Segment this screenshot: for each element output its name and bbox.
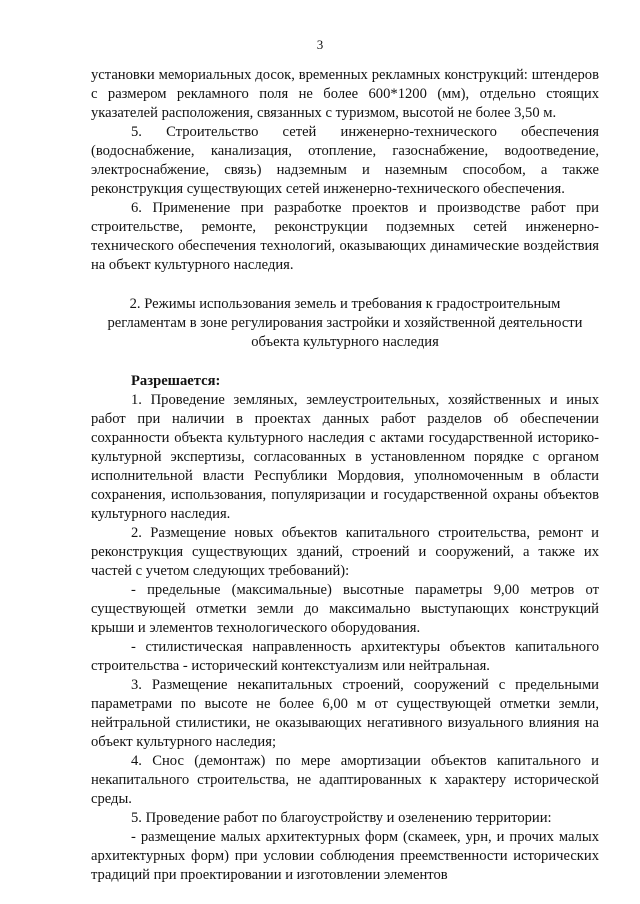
section-title: 2. Режимы использования земель и требования к градостроительным регламентам в зоне регулирования застройки и хозяйственной деятельности объекта культурного наследия <box>107 296 583 350</box>
list-item: 1. Проведение земляных, землеустроительных, хозяйственных и иных работ при наличии в проектах данных работ разделов об обеспечении сохранности объекта культурного наследия с актами государственной историко-культурной экспертизы, согласованных в установленном порядке с органом исполнительной власти Республики Мордовия, уполномоченным в области сохранения, использования, популяризации и государственной охраны объектов культурного наследия. <box>91 392 599 522</box>
list-item: - стилистическая направленность архитектуры объектов капитального строительства - исторический контекстуализм или нейтральная. <box>91 639 599 674</box>
document-body <box>91 66 599 885</box>
list-item: 5. Проведение работ по благоустройству и озеленению территории: <box>131 810 552 826</box>
list-item: - предельные (максимальные) высотные параметры 9,00 метров от существующей отметки земли до максимально выступающих конструкций крыши и элементов технологического оборудования. <box>91 582 599 636</box>
list-item: 2. Размещение новых объектов капитального строительства, ремонт и реконструкция существующих зданий, строений и сооружений, а также их частей с учетом следующих требований): <box>91 525 599 579</box>
list-item: 4. Снос (демонтаж) по мере амортизации объектов капитального и некапитального строительства, не адаптированных к характеру исторической среды. <box>91 753 599 807</box>
paragraph-continuation: установки мемориальных досок, временных рекламных конструкций: штендеров с размером рекламного поля не более 600*1200 (мм), отдельно стоящих указателей расположения, связанных с туризмом, высотой не более 3,50 м. <box>91 67 599 121</box>
allowed-heading: Разрешается: <box>131 373 221 389</box>
list-item: 3. Размещение некапитальных строений, сооружений с предельными параметрами по высоте не более 6,00 м от существующей отметки земли, нейтральной стилистики, не оказывающих негативного визуального влияния на объект культурного наследия; <box>91 677 599 750</box>
paragraph-item-6: 6. Применение при разработке проектов и производстве работ при строительстве, ремонте, реконструкции подземных сетей инженерно-технического обеспечения технологий, оказывающих динамические воздействия на объект культурного наследия. <box>91 200 599 273</box>
list-item: - размещение малых архитектурных форм (скамеек, урн, и прочих малых архитектурных форм) при условии соблюдения преемственности исторических традиций при проектировании и изготовлении элементов <box>91 829 599 883</box>
page-number: 3 <box>316 37 324 52</box>
paragraph-item-5: 5. Строительство сетей инженерно-технического обеспечения (водоснабжение, канализация, отопление, газоснабжение, водоотведение, электроснабжение, связь) надземным и наземным способом, а также реконструкция существующих сетей инженерно-технического обеспечения. <box>91 124 599 197</box>
